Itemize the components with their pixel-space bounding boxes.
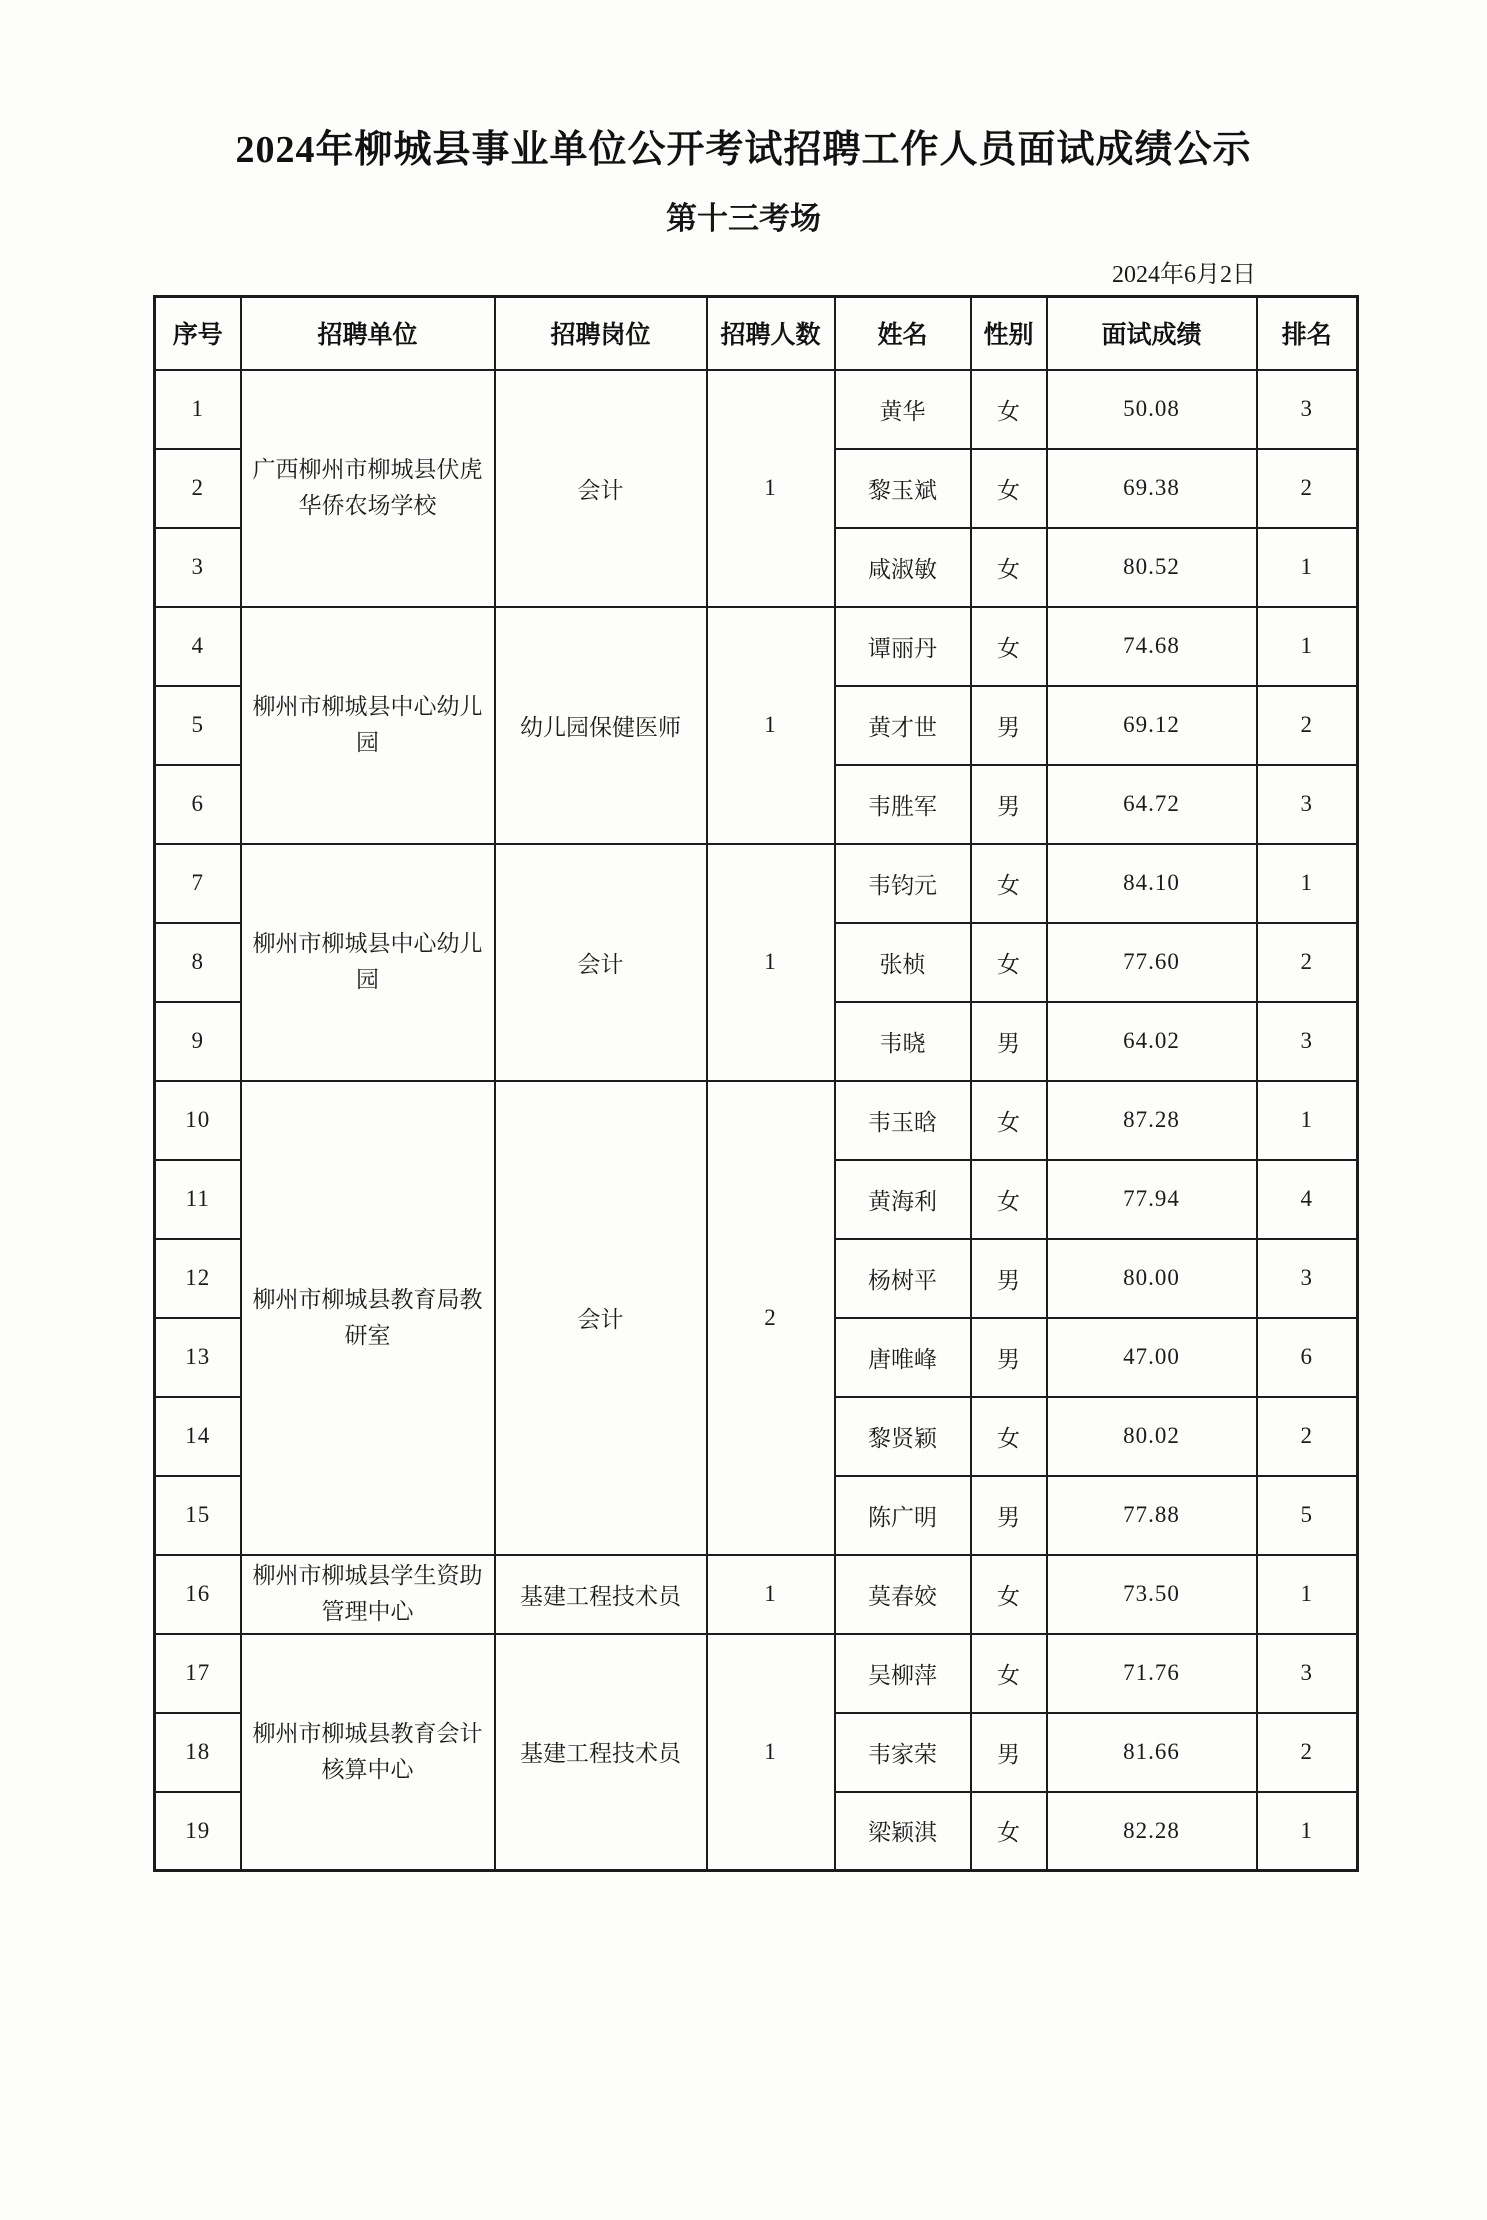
cell-no: 12	[155, 1239, 241, 1318]
cell-gender: 女	[971, 1634, 1047, 1713]
cell-gender: 女	[971, 1081, 1047, 1160]
cell-no: 3	[155, 528, 241, 607]
cell-gender: 男	[971, 765, 1047, 844]
cell-gender: 女	[971, 1792, 1047, 1871]
cell-gender: 女	[971, 1397, 1047, 1476]
cell-no: 8	[155, 923, 241, 1002]
cell-position: 会计	[495, 370, 707, 607]
cell-score: 69.12	[1047, 686, 1257, 765]
cell-count: 1	[707, 844, 835, 1081]
cell-score: 87.28	[1047, 1081, 1257, 1160]
cell-no: 19	[155, 1792, 241, 1871]
cell-gender: 男	[971, 1713, 1047, 1792]
cell-position: 基建工程技术员	[495, 1634, 707, 1871]
cell-gender: 女	[971, 449, 1047, 528]
cell-gender: 女	[971, 607, 1047, 686]
cell-no: 9	[155, 1002, 241, 1081]
cell-count: 1	[707, 370, 835, 607]
cell-unit: 柳州市柳城县中心幼儿园	[241, 607, 495, 844]
cell-name: 韦家荣	[835, 1713, 971, 1792]
cell-no: 10	[155, 1081, 241, 1160]
cell-name: 韦胜军	[835, 765, 971, 844]
header-score: 面试成绩	[1047, 297, 1257, 370]
cell-rank: 3	[1257, 1239, 1358, 1318]
cell-no: 15	[155, 1476, 241, 1555]
scanned-document-page	[0, 118, 1487, 2220]
cell-position: 会计	[495, 844, 707, 1081]
cell-position: 幼儿园保健医师	[495, 607, 707, 844]
header-gender: 性别	[971, 297, 1047, 370]
cell-gender: 女	[971, 1555, 1047, 1634]
cell-score: 73.50	[1047, 1555, 1257, 1634]
cell-score: 80.52	[1047, 528, 1257, 607]
cell-no: 17	[155, 1634, 241, 1713]
cell-no: 6	[155, 765, 241, 844]
header-no: 序号	[155, 297, 241, 370]
cell-name: 唐唯峰	[835, 1318, 971, 1397]
cell-name: 韦钧元	[835, 844, 971, 923]
cell-gender: 女	[971, 528, 1047, 607]
cell-rank: 3	[1257, 370, 1358, 449]
cell-rank: 6	[1257, 1318, 1358, 1397]
cell-rank: 2	[1257, 1713, 1358, 1792]
cell-no: 14	[155, 1397, 241, 1476]
cell-name: 黄才世	[835, 686, 971, 765]
cell-no: 11	[155, 1160, 241, 1239]
cell-rank: 3	[1257, 765, 1358, 844]
cell-score: 82.28	[1047, 1792, 1257, 1871]
cell-score: 64.72	[1047, 765, 1257, 844]
cell-no: 4	[155, 607, 241, 686]
cell-unit: 柳州市柳城县教育会计核算中心	[241, 1634, 495, 1871]
cell-score: 77.94	[1047, 1160, 1257, 1239]
header-rank: 排名	[1257, 297, 1358, 370]
cell-unit: 柳州市柳城县学生资助管理中心	[241, 1555, 495, 1634]
cell-unit: 柳州市柳城县教育局教研室	[241, 1081, 495, 1555]
cell-gender: 女	[971, 1160, 1047, 1239]
cell-rank: 1	[1257, 844, 1358, 923]
cell-rank: 3	[1257, 1002, 1358, 1081]
cell-count: 1	[707, 607, 835, 844]
cell-score: 74.68	[1047, 607, 1257, 686]
cell-no: 13	[155, 1318, 241, 1397]
header-row	[155, 297, 1358, 370]
cell-name: 咸淑敏	[835, 528, 971, 607]
cell-score: 81.66	[1047, 1713, 1257, 1792]
cell-rank: 2	[1257, 449, 1358, 528]
cell-rank: 4	[1257, 1160, 1358, 1239]
cell-score: 77.88	[1047, 1476, 1257, 1555]
cell-rank: 1	[1257, 1081, 1358, 1160]
cell-no: 16	[155, 1555, 241, 1634]
cell-name: 谭丽丹	[835, 607, 971, 686]
cell-name: 黄华	[835, 370, 971, 449]
cell-score: 80.00	[1047, 1239, 1257, 1318]
cell-name: 韦晓	[835, 1002, 971, 1081]
cell-count: 1	[707, 1555, 835, 1634]
table-row	[155, 1634, 1358, 1713]
cell-score: 71.76	[1047, 1634, 1257, 1713]
cell-name: 黎玉斌	[835, 449, 971, 528]
cell-no: 18	[155, 1713, 241, 1792]
cell-rank: 3	[1257, 1634, 1358, 1713]
cell-no: 1	[155, 370, 241, 449]
document-title: 2024年柳城县事业单位公开考试招聘工作人员面试成绩公示	[235, 129, 1252, 171]
header-count: 招聘人数	[707, 297, 835, 370]
cell-unit: 广西柳州市柳城县伏虎华侨农场学校	[241, 370, 495, 607]
cell-score: 64.02	[1047, 1002, 1257, 1081]
cell-count: 1	[707, 1634, 835, 1871]
table-row	[155, 1081, 1358, 1160]
cell-no: 7	[155, 844, 241, 923]
cell-gender: 女	[971, 370, 1047, 449]
cell-gender: 男	[971, 1476, 1047, 1555]
cell-gender: 男	[971, 1239, 1047, 1318]
header-unit: 招聘单位	[241, 297, 495, 370]
cell-rank: 1	[1257, 1555, 1358, 1634]
cell-name: 梁颖淇	[835, 1792, 971, 1871]
cell-gender: 男	[971, 1002, 1047, 1081]
cell-count: 2	[707, 1081, 835, 1555]
cell-name: 吴柳萍	[835, 1634, 971, 1713]
cell-position: 基建工程技术员	[495, 1555, 707, 1634]
document-date: 2024年6月2日	[1112, 262, 1256, 288]
cell-score: 84.10	[1047, 844, 1257, 923]
cell-rank: 2	[1257, 686, 1358, 765]
interview-results-table	[153, 295, 1359, 1872]
cell-no: 5	[155, 686, 241, 765]
cell-gender: 男	[971, 1318, 1047, 1397]
cell-gender: 女	[971, 844, 1047, 923]
cell-name: 张桢	[835, 923, 971, 1002]
cell-rank: 5	[1257, 1476, 1358, 1555]
table-row	[155, 607, 1358, 686]
header-name: 姓名	[835, 297, 971, 370]
cell-gender: 男	[971, 686, 1047, 765]
cell-score: 50.08	[1047, 370, 1257, 449]
cell-rank: 2	[1257, 923, 1358, 1002]
cell-unit: 柳州市柳城县中心幼儿园	[241, 844, 495, 1081]
cell-rank: 1	[1257, 607, 1358, 686]
cell-name: 陈广明	[835, 1476, 971, 1555]
header-position: 招聘岗位	[495, 297, 707, 370]
cell-no: 2	[155, 449, 241, 528]
document-subtitle: 第十三考场	[666, 201, 821, 236]
cell-gender: 女	[971, 923, 1047, 1002]
cell-score: 47.00	[1047, 1318, 1257, 1397]
cell-name: 韦玉晗	[835, 1081, 971, 1160]
cell-position: 会计	[495, 1081, 707, 1555]
cell-rank: 2	[1257, 1397, 1358, 1476]
cell-rank: 1	[1257, 528, 1358, 607]
cell-rank: 1	[1257, 1792, 1358, 1871]
table-row	[155, 1555, 1358, 1634]
cell-name: 黄海利	[835, 1160, 971, 1239]
table-row	[155, 370, 1358, 449]
cell-name: 杨树平	[835, 1239, 971, 1318]
cell-score: 80.02	[1047, 1397, 1257, 1476]
cell-score: 69.38	[1047, 449, 1257, 528]
cell-name: 莫春姣	[835, 1555, 971, 1634]
cell-score: 77.60	[1047, 923, 1257, 1002]
table-row	[155, 844, 1358, 923]
cell-name: 黎贤颖	[835, 1397, 971, 1476]
